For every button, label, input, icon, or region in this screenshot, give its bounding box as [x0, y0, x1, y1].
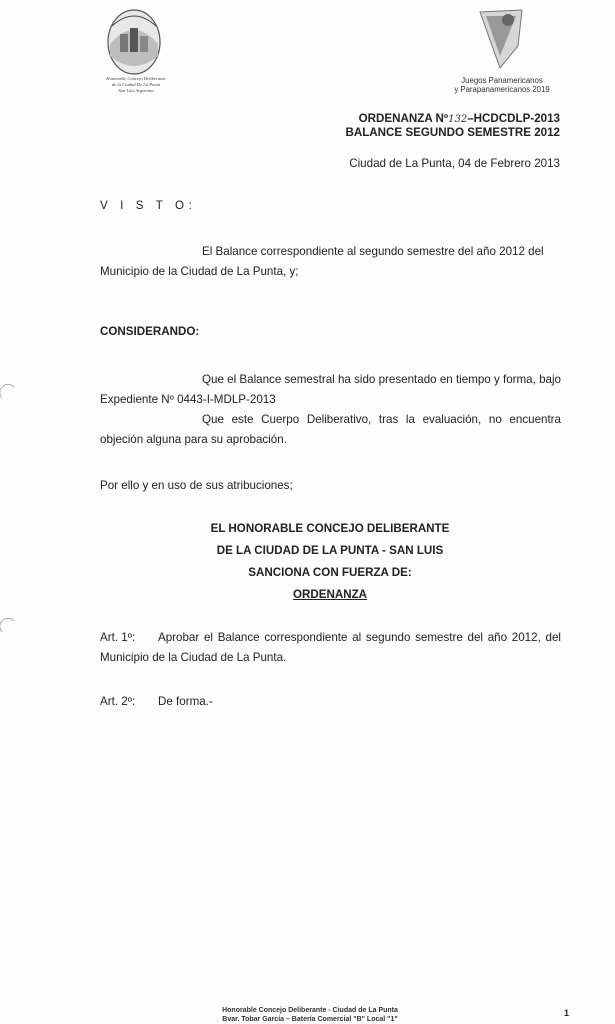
ordinance-prefix: ORDENANZA Nº [358, 112, 449, 125]
handwritten-number: 132 [448, 114, 468, 125]
punch-hole-mark [0, 384, 16, 402]
visto-label: V I S T O: [100, 199, 197, 212]
article-1-label: Art. 1º: [100, 631, 136, 644]
ordinance-suffix: –HCDCDLP-2013 [467, 112, 560, 125]
visto-paragraph: El Balance correspondiente al segundo semestre del año 2012 del Municipio de la Ciudad de La Punta, y; [100, 245, 544, 278]
ordenanza-heading: ORDENANZA [292, 588, 368, 601]
council-seal-caption: Honorable Concejo Deliberante de la Ciudad De La Punta San Luis Argentina [106, 76, 166, 93]
council-seal-logo [100, 6, 168, 76]
por-ello-paragraph: Por ello y en uso de sus atribuciones; [100, 479, 293, 492]
article-2-text: De forma.- [158, 695, 213, 708]
article-2 [100, 692, 213, 712]
considerando-2: Que este Cuerpo Deliberativo, tras la evaluación, no encuentra objeción alguna para su aprobación. [100, 413, 561, 446]
article-1 [100, 628, 561, 668]
considerando-label: CONSIDERANDO: [100, 325, 200, 338]
article-2-label: Art. 2º: [100, 695, 136, 708]
punch-hole-mark [0, 618, 16, 636]
document-date: Ciudad de La Punta, 04 de Febrero 2013 [349, 157, 560, 170]
article-1-text: Aprobar el Balance correspondiente al segundo semestre del año 2012, del Municipio de la Ciudad de La Punta. [100, 631, 561, 664]
enactment-heading: EL HONORABLE CONCEJO DELIBERANTE DE LA CIUDAD DE LA PUNTA - SAN LUIS SANCIONA CON FUERZA DE: ORDENANZA [210, 522, 450, 601]
ordinance-subtitle: BALANCE SEGUNDO SEMESTRE 2012 [345, 126, 560, 139]
panamerican-games-logo [478, 6, 524, 70]
considerando-paragraphs [100, 370, 561, 450]
page-footer: Honorable Concejo Deliberante - Ciudad de La Punta Bvar. Tobar García – Batería Comercial "B" Local "1" [222, 1007, 398, 1023]
considerando-1: Que el Balance semestral ha sido presentado en tiempo y forma, bajo Expediente Nº 0443-I-MDLP-2013 [100, 373, 561, 406]
ordinance-title [300, 112, 560, 139]
page-number: 1 [564, 1008, 570, 1018]
games-caption: Juegos Panamericanos y Parapanamericanos 2019 [454, 76, 550, 94]
